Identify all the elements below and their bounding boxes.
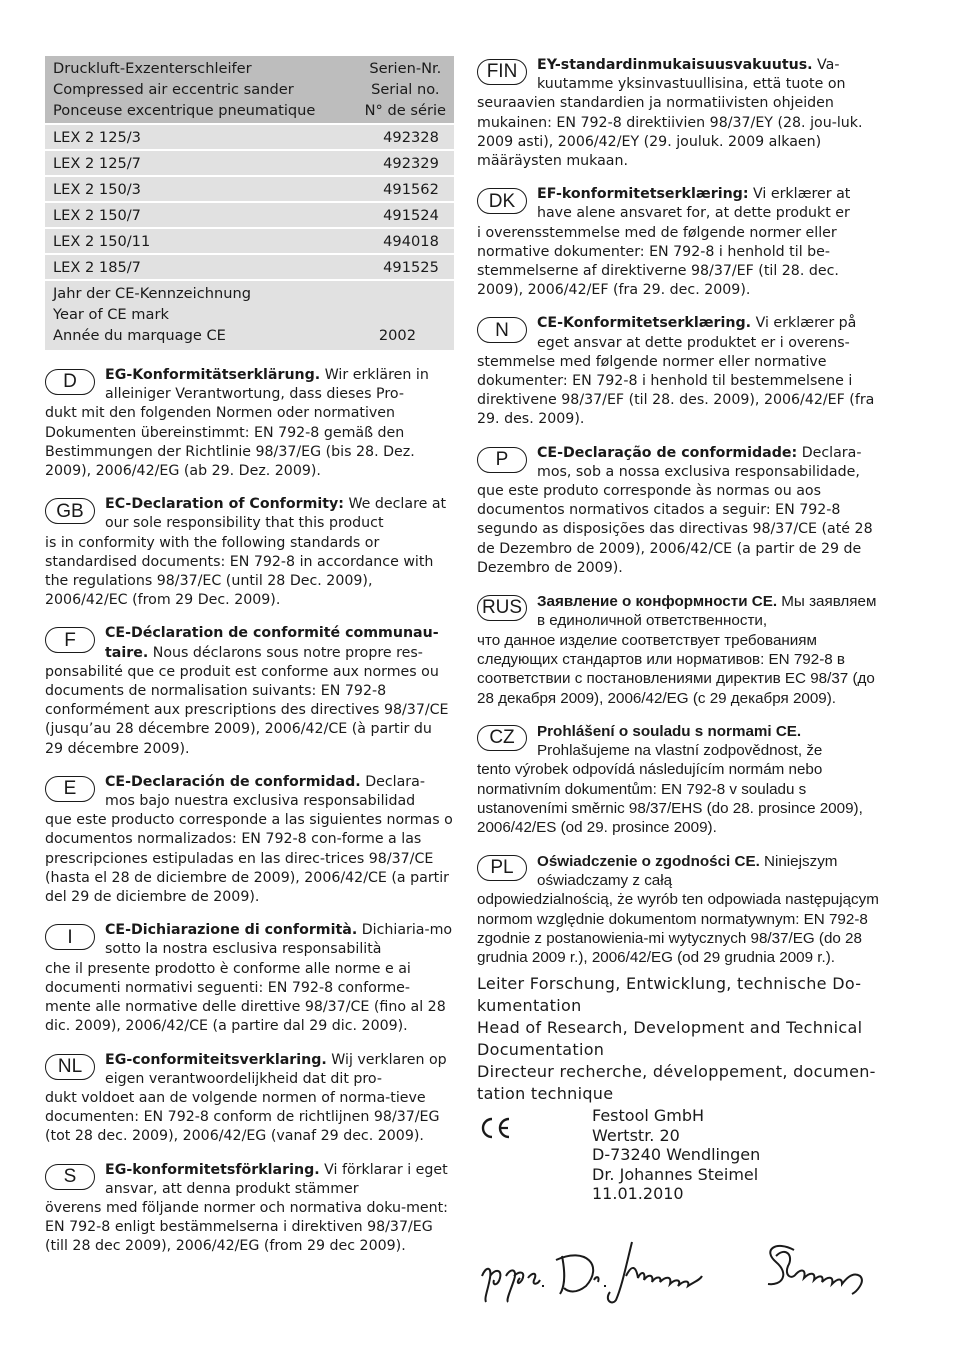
declaration-intro [537,185,887,223]
ce-year-label-fr: Année du marquage CE [53,327,226,344]
declaration-text-start: Мы заявляем в единоличной ответственности, [537,593,877,630]
model-cell: LEX 2 185/7 [53,258,141,276]
company-address [592,1106,760,1204]
signature-date: 11.01.2010 [592,1184,684,1204]
declaration-fin [477,56,887,171]
declaration-text: tento výrobek odpovídá následujícím normám nebo normativním dokumentům: EN 792-8 v souladu s ustanoveními směrnic 98/37/EHS (do 28. prosince 2009), 2006/42/ES (od 29. prosince 2009). [477,761,863,837]
declaration-title: Oświadczenie o zgodności CE. [537,852,760,870]
declaration-text: que este producto corresponde a las siguientes normas o documentos normalizados: EN 792-8 con-forme a las prescripciones estipuladas en las direc-trices 98/37/CE (hasta el 28 de diciembre de 2009), 2006/42/CE (a partir del 29 de diciembre de 2009). [45,812,453,906]
declaration-intro [105,495,454,533]
declaration-text-start: Nous déclarons sous notre propre res- [148,644,423,661]
declaration-title: CE-Déclaration de conformité communau-taire. [105,625,439,661]
serial-header [365,58,446,121]
serial-cell: 492329 [383,154,439,172]
declaration-text: que este produto corresponde às normas ou aos documentos normativos citados a seguir: EN 792-8 segundo as disposições das directivas 98/37/CE (até 28 de Dezembro de 2009), 2006/42/CE (a partir de 29 de Dezembro de 2009). [477,483,873,576]
product-name-header [53,58,315,121]
serial-label-de: Serien-Nr. [369,60,442,77]
signatory-titles [477,973,887,1104]
language-badge-e: E [45,776,95,802]
declaration-text: i overensstemmelse med de følgende normer eller normative dokumenter: EN 792-8 i henhold til be-stemmelserne af direktiverne 98/37/EF (til 28. dec. 2009), 2006/42/EF (fra 29. dec. 2009). [477,224,839,299]
declaration-gb [45,495,454,610]
declaration-intro [105,1161,454,1199]
language-badge-i: I [45,924,95,950]
declaration-title: CE-Dichiarazione di conformità. [105,922,358,939]
declaration-title: Заявление о конформности CE. [537,593,778,611]
declaration-i [45,921,454,1036]
declaration-pl [477,852,887,968]
declaration-intro [105,366,454,404]
declaration-text-start: Declara-mos, sob a nossa exclusiva responsabilidade, [537,444,862,480]
declaration-title: EF-konformitetserklæring: [537,186,749,203]
company-name: Festool GmbH [592,1106,705,1126]
declaration-intro [105,921,454,959]
declaration-text: is in conformity with the following standards or standardised documents: EN 792-8 in accordance with the regulations 98/37/EC (until 28 Dec. 2009), 2006/42/EC (from 29 Dec. 2009). [45,534,434,609]
declaration-text: odpowiedzialnością, że wyrób ten odpowiada następującym normom względnie dokumentom normatywnym: EN 792-8 zgodnie z postanowienia-mi wytycznych 98/37/EG (do 28 grudnia 2009 r.), 2006/42/EG (od 29 grudnia 2009 r.). [477,891,879,967]
serial-cell: 492328 [383,128,439,146]
declaration-text-start: Vi förklarar i eget ansvar, att denna produkt stämmer [105,1161,448,1197]
title-de: Leiter Forschung, Entwicklung, technische Do-kumentation [477,974,862,1015]
product-name-en: Compressed air eccentric sander [53,81,294,98]
table-row [45,125,454,151]
declaration-text-start: Dichiaria-mo sotto la nostra esclusiva responsabilità [105,922,453,958]
title-en: Head of Research, Development and Technical Documentation [477,1018,863,1059]
language-badge-gb: GB [45,498,95,524]
ce-year-row [45,281,454,352]
declaration-text: seuraavien standardien ja normatiivisten ohjeiden mukainen: EN 792-8 direktiivien 98/37/EY (28. jou-luk. 2009 asti), 2006/42/EY (29. jouluk. 2009 alkaen) määräysten mukaan. [477,95,863,170]
ce-mark-icon [477,1106,592,1204]
declaration-title: CE-Declaração de conformidade: [537,444,798,461]
declaration-text: stemmelse med følgende normer eller normative dokumenter: EN 792-8 i henhold til bestemmelsene i direktivene 98/37/EF (til 28. des. 2009), 2006/42/EF (fra 29. des. 2009). [477,353,875,428]
serial-cell: 491525 [383,258,439,276]
declaration-f [45,624,454,758]
declaration-d [45,366,454,481]
table-row [45,151,454,177]
declaration-intro [537,56,887,94]
serial-label-en: Serial no. [371,81,440,98]
declaration-intro [105,773,454,811]
language-badge-dk: DK [477,188,527,214]
left-column [45,56,454,1257]
declaration-text-start: Wir erklären in alleiniger Verantwortung, dass dieses Pro- [105,367,429,403]
declaration-text: överens med följande normer och normativa doku-ment: EN 792-8 enligt bestämmelserna i direktiven 98/37/EG (till 28 dec 2009), 2006/42/EG (from 29 dec 2009). [45,1199,448,1255]
model-cell: LEX 2 150/7 [53,206,141,224]
table-row [45,229,454,255]
city: D-73240 Wendlingen [592,1145,761,1165]
language-badge-d: D [45,369,95,395]
product-name-de: Druckluft-Exzenterschleifer [53,60,252,77]
model-cell: LEX 2 125/3 [53,128,141,146]
declaration-e [45,773,454,907]
declaration-text: что данное изделие соответствует требованиям следующих стандартов или нормативов: EN 792-8 в соответствии с постановлениями директив ЕС 98/37 (до 28 декабря 2009), 2006/42/EG (с 29 декабря 2009). [477,631,875,707]
right-column [477,56,887,1204]
declaration-text: che il presente prodotto è conforme alle norme e ai documenti normativi seguenti: EN 792-8 conforme-mente alle normative delle direttive 98/37/CE (fino al 28 dic. 2009), 2006/42/CE (a partire dal 29 dic. 2009). [45,960,446,1035]
declaration-dk [477,185,887,300]
model-cell: LEX 2 150/3 [53,180,141,198]
street: Wertstr. 20 [592,1125,680,1145]
ce-year-label-en: Year of CE mark [53,306,169,323]
declaration-title: EG-konformitetsförklaring. [105,1161,320,1178]
declaration-rus [477,592,887,708]
declaration-title: CE-Konformitetserklæring. [537,315,752,332]
language-badge-cz: CZ [477,725,527,751]
declaration-text: dukt voldoet aan de volgende normen of norma-tieve documenten: EN 792-8 conform de richtlijnen 98/37/EG (tot 28 dec. 2009), 2006/42/EG (vanaf 29 dec. 2009). [45,1089,440,1145]
table-row [45,177,454,203]
declaration-intro [537,852,887,891]
declaration-s [45,1161,454,1257]
language-badge-p: P [477,447,527,473]
declaration-title: EY-standardinmukaisuusvakuutus. [537,57,813,73]
product-name-fr: Ponceuse excentrique pneumatique [53,102,316,119]
declaration-cz [477,722,887,838]
declaration-text: dukt mit den folgenden Normen oder normativen Dokumenten übereinstimmt: EN 792-8 gemäß den Bestimmungen der Richtlinie 98/37/EG (bis 28. Dez. 2009), 2006/42/EG (ab 29. Dez. 2009). [45,405,415,480]
product-table [45,56,454,352]
declaration-title: CE-Declaración de conformidad. [105,773,361,790]
table-row [45,255,454,281]
serial-label-fr: N° de série [364,102,446,119]
declaration-text: ponsabilité que ce produit est conforme aux normes ou documents de normalisation suivants: EN 792-8 conformément aux prescriptions des directives 98/37/CE (jusqu’au 28 décembre 2009), 2006/42/CE (à partir du 29 décembre 2009). [45,663,449,757]
language-badge-f: F [45,627,95,653]
serial-cell: 491524 [383,206,439,224]
model-cell: LEX 2 125/7 [53,154,141,172]
declaration-intro [537,592,887,631]
declaration-text-start: Wij verklaren op eigen verantwoordelijkheid dat dit pro- [105,1051,447,1087]
declaration-intro [105,1051,454,1089]
declaration-title: EC-Declaration of Conformity: [105,496,344,513]
declaration-text-start: Vi erklærer at have alene ansvaret for, at dette produkt er [537,186,851,222]
declaration-intro [105,624,454,662]
language-badge-nl: NL [45,1054,95,1080]
declaration-text-start: Declara-mos bajo nuestra exclusiva responsabilidad [105,773,425,810]
declaration-intro [537,444,887,482]
declaration-text-start: We declare at our sole responsibility that this product [105,496,447,532]
language-badge-rus: RUS [477,595,527,621]
model-cell: LEX 2 150/11 [53,232,151,250]
declaration-nl [45,1051,454,1147]
declaration-p [477,444,887,578]
ce-year-label-de: Jahr der CE-Kennzeichnung [53,285,251,302]
signatory-name: Dr. Johannes Steimel [592,1164,759,1184]
table-header [45,56,454,125]
declaration-text-start: Vi erklærer på eget ansvar at dette produktet er i overens- [537,315,857,351]
language-badge-n: N [477,317,527,343]
language-badge-pl: PL [477,855,527,881]
serial-cell: 494018 [383,232,439,250]
declaration-intro [537,722,887,761]
declaration-n [477,314,887,429]
title-fr: Directeur recherche, développement, documen-tation technique [477,1062,876,1103]
handwritten-signature [476,1236,896,1306]
ce-year-value: 2002 [378,327,416,344]
declaration-intro [537,314,887,352]
language-badge-s: S [45,1164,95,1190]
signature-text: ppa. Dr. Johannes Steimel [476,1236,489,1237]
declaration-text-start: Niniejszym oświadczamy z całą [537,852,838,889]
declaration-title: Prohlášení o souladu s normami CE. [537,722,802,740]
language-badge-fin: FIN [477,59,527,85]
declaration-title: EG-conformiteitsverklaring. [105,1051,327,1068]
declaration-title: EG-Konformitätserklärung. [105,367,321,383]
declaration-text-start: Prohlašujeme na vlastní zodpovědnost, že [537,742,823,760]
declaration-text-start: Va-kuutamme yksinvastuullisina, että tuote on [537,57,846,93]
address-block [477,1106,887,1204]
serial-cell: 491562 [383,180,439,198]
table-row [45,203,454,229]
